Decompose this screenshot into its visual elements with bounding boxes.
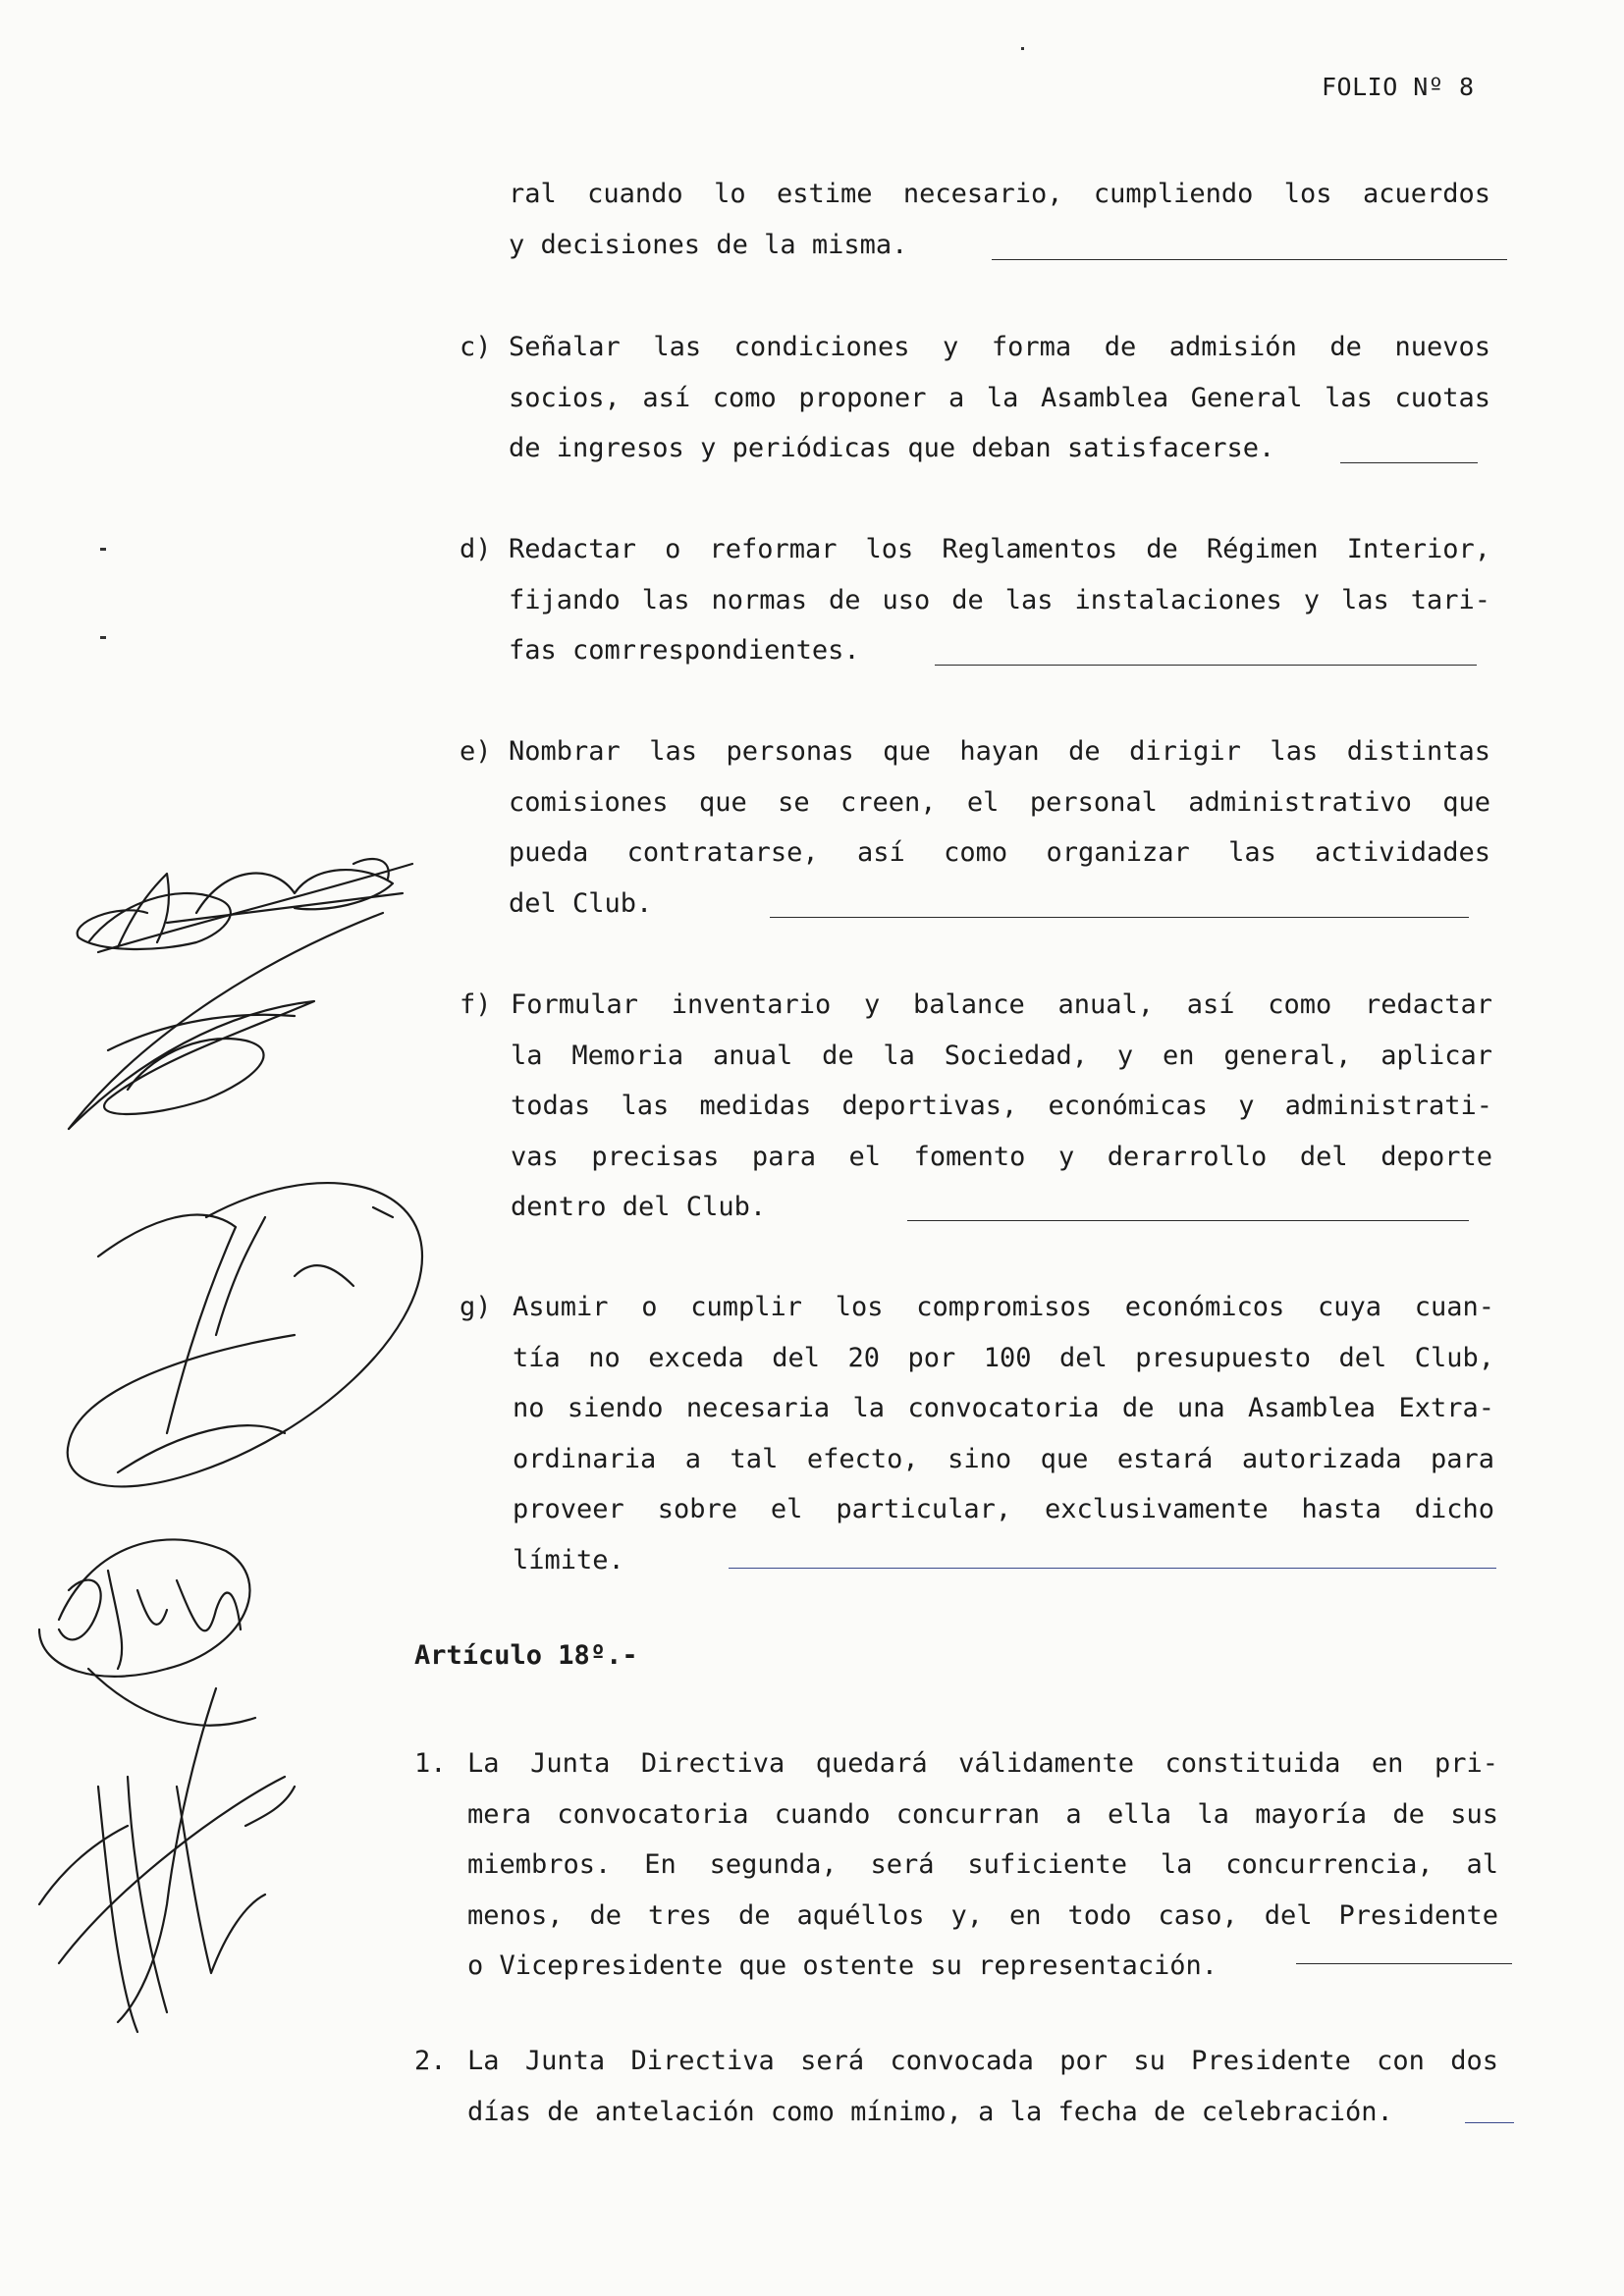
text-line: La Junta Directiva quedará válidamente constituida en pri- xyxy=(467,1748,1498,1779)
text-line: la Memoria anual de la Sociedad, y en general, aplicar xyxy=(511,1040,1492,1071)
text-line: de ingresos y periódicas que deban satisfacerse. xyxy=(509,433,1275,463)
signature-stroke xyxy=(108,1015,295,1050)
fill-line xyxy=(729,1568,1496,1569)
paragraph-c xyxy=(509,322,1490,474)
text-line: comisiones que se creen, el personal administrativo que xyxy=(509,786,1490,818)
item-marker-e: e) xyxy=(460,736,492,767)
text-line: todas las medidas deportivas, económicas y administrati- xyxy=(511,1091,1492,1121)
signature-stroke xyxy=(98,1787,137,2032)
article-marker-2: 2. xyxy=(414,2046,447,2076)
text-line: o Vicepresidente que ostente su representación. xyxy=(467,1950,1218,1981)
signature-stroke xyxy=(69,1001,314,1129)
text-line: fas comrrespondientes. xyxy=(509,635,860,666)
signature-stroke xyxy=(118,1688,216,2022)
signature-stroke xyxy=(128,1777,167,2012)
text-line: miembros. En segunda, será suficiente la concurrencia, al xyxy=(467,1849,1498,1880)
text-line: pueda contratarse, así como organizar las actividades xyxy=(509,837,1490,868)
text-line: dentro del Club. xyxy=(511,1192,767,1222)
signature-stroke xyxy=(295,1265,353,1286)
signature-stroke xyxy=(353,859,389,879)
article-marker-1: 1. xyxy=(414,1748,447,1779)
signature-stroke xyxy=(196,870,393,913)
signature-stroke xyxy=(98,864,412,952)
fill-line xyxy=(935,665,1477,666)
text-line: Nombrar las personas que hayan de dirigir las distintas xyxy=(509,736,1490,767)
fill-line xyxy=(907,1220,1469,1221)
item-marker-c: c) xyxy=(460,332,492,362)
article-paragraph-2 xyxy=(467,2036,1498,2137)
text-line: del Club. xyxy=(509,887,653,919)
article-heading: Artículo 18º.- xyxy=(414,1640,638,1671)
signature-stroke xyxy=(108,1571,241,1669)
text-line: límite. xyxy=(513,1544,624,1575)
signature-stroke xyxy=(373,1207,393,1217)
paragraph-f xyxy=(511,980,1492,1233)
fill-line xyxy=(1465,2122,1514,2123)
signature-stroke xyxy=(68,1183,422,1486)
text-line: tía no exceda del 20 por 100 del presupuesto del Club, xyxy=(513,1342,1494,1373)
item-marker-d: d) xyxy=(460,534,492,564)
signature-stroke xyxy=(167,893,403,923)
text-line: mera convocatoria cuando concurran a ella la mayoría de sus xyxy=(467,1798,1498,1830)
signature-stroke xyxy=(39,1826,128,1904)
fill-line xyxy=(992,259,1507,260)
text-line: Formular inventario y balance anual, así como redactar xyxy=(511,989,1492,1020)
signature-stroke xyxy=(118,874,169,947)
signature-stroke xyxy=(59,1777,285,1963)
scan-speck xyxy=(1021,47,1024,50)
signature-stroke xyxy=(245,1787,295,1826)
text-line: fijando las normas de uso de las instalaciones y las tari- xyxy=(509,584,1490,615)
text-line: ral cuando lo estime necesario, cumpliendo los acuerdos xyxy=(509,179,1490,209)
signature-stroke xyxy=(59,1580,101,1640)
paragraph-g xyxy=(513,1282,1494,1585)
text-line: menos, de tres de aquéllos y, en todo caso, del Presidente xyxy=(467,1899,1498,1931)
item-marker-g: g) xyxy=(460,1292,492,1322)
article-paragraph-1 xyxy=(467,1738,1498,1992)
text-line: Asumir o cumplir los compromisos económicos cuya cuan- xyxy=(513,1292,1494,1322)
text-line: La Junta Directiva será convocada por su Presidente con dos xyxy=(467,2046,1498,2076)
text-line: días de antelación como mínimo, a la fecha de celebración. xyxy=(467,2096,1393,2127)
scan-speck xyxy=(100,548,106,551)
signature-stroke xyxy=(118,1425,285,1472)
fill-line xyxy=(1296,1963,1512,1964)
fill-line xyxy=(770,917,1469,918)
paragraph-b-continuation xyxy=(509,169,1490,270)
signature-stroke xyxy=(98,1215,236,1433)
signature-stroke xyxy=(88,1669,255,1726)
signature-stroke xyxy=(69,913,383,1129)
text-line: vas precisas para el fomento y derarrollo del deporte xyxy=(511,1141,1492,1172)
paragraph-e xyxy=(509,726,1490,929)
text-line: no siendo necesaria la convocatoria de una Asamblea Extra- xyxy=(513,1393,1494,1423)
item-marker-f: f) xyxy=(460,989,492,1020)
signature-stroke xyxy=(216,1217,265,1335)
folio-number: FOLIO Nº 8 xyxy=(1322,73,1475,101)
text-line: Redactar o reformar los Reglamentos de Régimen Interior, xyxy=(509,534,1490,564)
scan-speck xyxy=(100,636,106,639)
text-line: y decisiones de la misma. xyxy=(509,229,908,260)
paragraph-d xyxy=(509,524,1490,676)
text-line: Señalar las condiciones y forma de admisión de nuevos xyxy=(509,332,1490,362)
text-line: socios, así como proponer a la Asamblea General las cuotas xyxy=(509,382,1490,413)
text-line: proveer sobre el particular, exclusivamente hasta dicho xyxy=(513,1494,1494,1524)
signature-stroke xyxy=(177,1787,265,1973)
fill-line xyxy=(1340,462,1478,463)
signature-stroke xyxy=(78,893,231,949)
signature-stroke xyxy=(39,1539,249,1676)
text-line: ordinaria a tal efecto, sino que estará autorizada para xyxy=(513,1443,1494,1474)
